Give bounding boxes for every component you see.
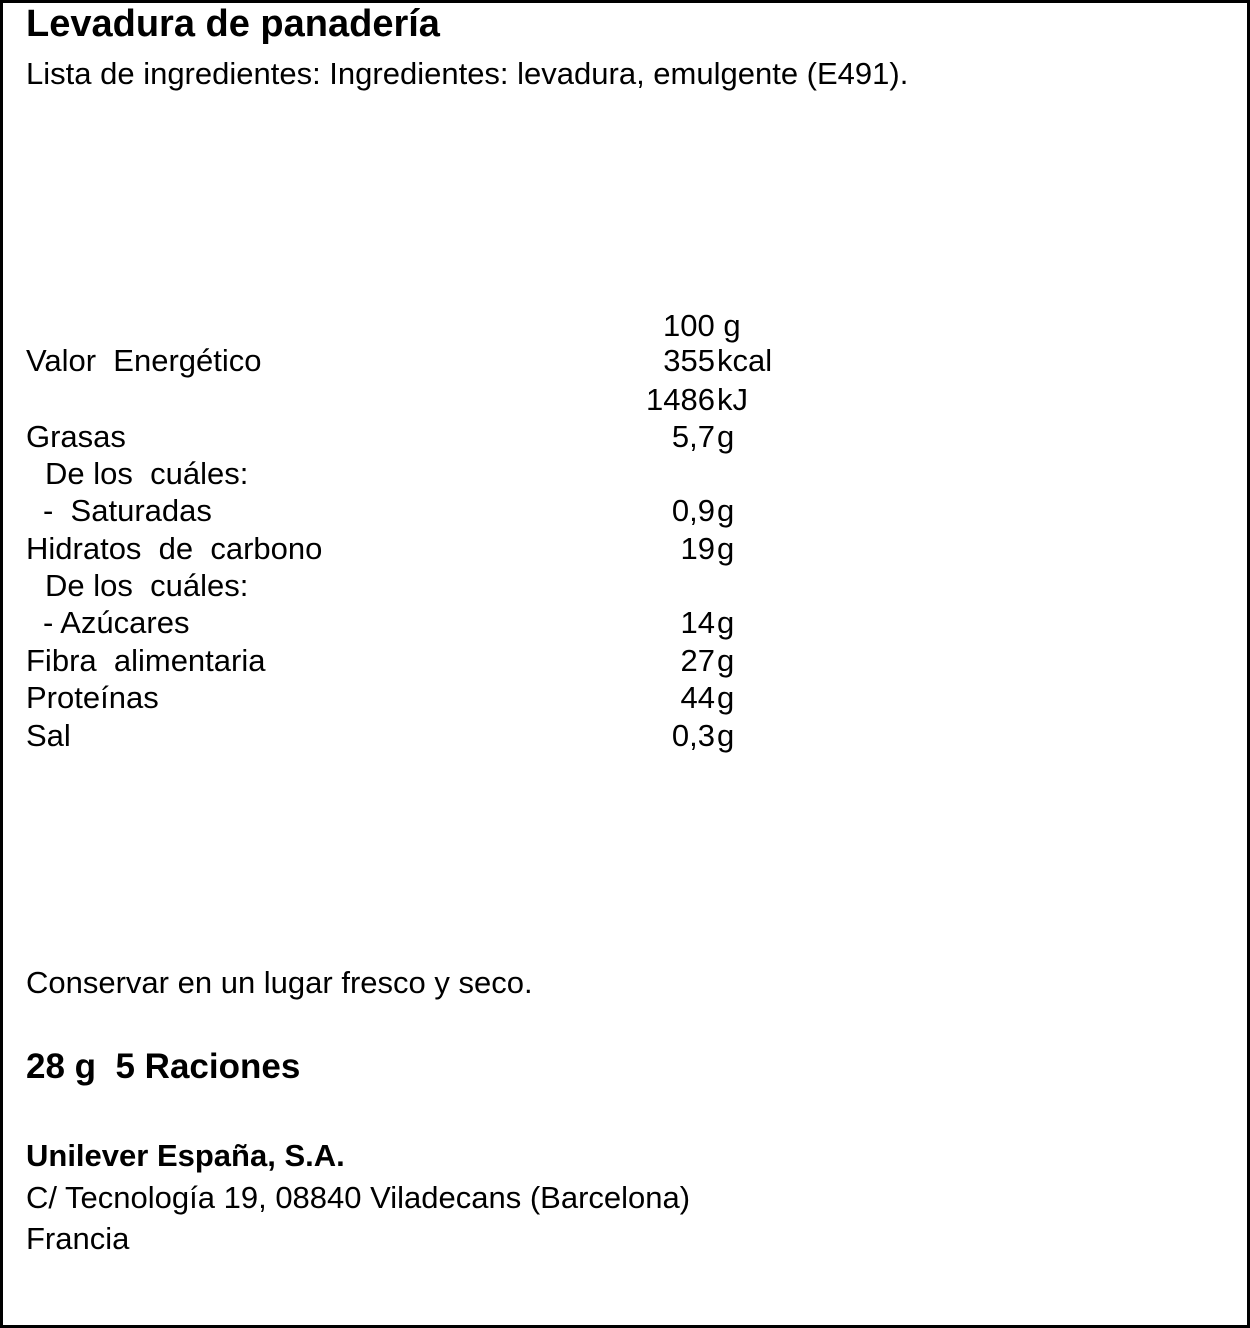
nutrient-label: De los cuáles: xyxy=(45,568,249,603)
nutrient-label: Grasas xyxy=(26,419,126,454)
nutrient-value: 27 xyxy=(680,643,715,678)
ingredients-list: Lista de ingredientes: Ingredientes: levadura, emulgente (E491). xyxy=(26,56,909,91)
nutrient-label: De los cuáles: xyxy=(45,456,249,491)
nutrient-value: 5,7 xyxy=(671,419,715,454)
country-of-origin: Francia xyxy=(26,1221,130,1256)
company-address: C/ Tecnología 19, 08840 Viladecans (Barcelona) xyxy=(26,1180,691,1215)
nutrient-label: - Azúcares xyxy=(43,605,190,640)
nutrient-unit: g xyxy=(717,531,735,566)
energy-kj-value: 1486 xyxy=(646,382,715,417)
nutrient-value: 44 xyxy=(680,680,715,715)
nutrient-unit: g xyxy=(717,605,735,640)
nutrient-label: Sal xyxy=(26,718,71,753)
product-title: Levadura de panadería xyxy=(26,3,440,45)
nutrient-label: Proteínas xyxy=(26,680,159,715)
per-100g-header: 100 g xyxy=(663,308,741,343)
nutrient-unit: g xyxy=(717,643,735,678)
portion-info: 28 g 5 Raciones xyxy=(26,1047,301,1086)
nutrient-unit: g xyxy=(717,680,735,715)
nutrient-unit: g xyxy=(717,493,735,528)
storage-instructions: Conservar en un lugar fresco y seco. xyxy=(26,965,533,1000)
nutrient-value: 19 xyxy=(680,531,715,566)
nutrient-label: Fibra alimentaria xyxy=(26,643,266,678)
nutrient-unit: g xyxy=(717,419,735,454)
nutrient-value: 0,3 xyxy=(671,718,715,753)
nutrient-unit: g xyxy=(717,718,735,753)
nutrient-label: Hidratos de carbono xyxy=(26,531,323,566)
nutrient-label: - Saturadas xyxy=(43,493,212,528)
energy-label: Valor Energético xyxy=(26,343,262,378)
nutrient-value: 0,9 xyxy=(671,493,715,528)
nutrient-value: 14 xyxy=(680,605,715,640)
energy-kj-unit: kJ xyxy=(717,382,748,417)
energy-kcal-value: 355 xyxy=(663,343,715,378)
energy-kcal-unit: kcal xyxy=(717,343,773,378)
company-name: Unilever España, S.A. xyxy=(26,1138,345,1173)
